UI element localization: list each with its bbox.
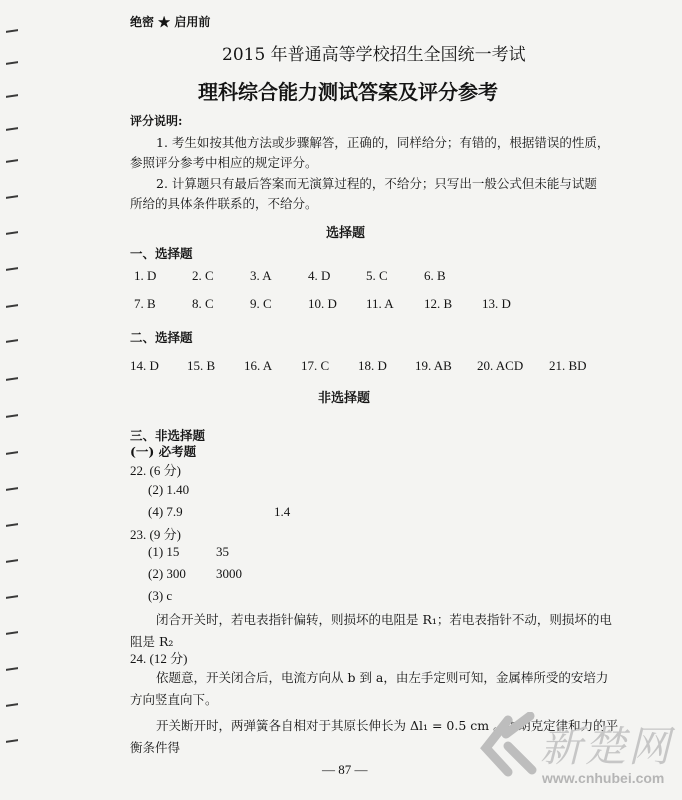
q22-answer-4: (4) 7.9 xyxy=(148,504,183,519)
document-title: 理科综合能力测试答案及评分参考 xyxy=(198,80,498,104)
q23-explanation-line-1: 闭合开关时，若电表指针偏转，则损坏的电阻是 R₁；若电表指针不动，则损坏的电 xyxy=(156,612,612,627)
answer: 12. B xyxy=(424,296,453,311)
note-1-line-1: 1. 考生如按其他方法或步骤解答，正确的，同样给分；有错的，根据错误的性质， xyxy=(156,135,610,150)
answer-row-2 xyxy=(134,296,540,312)
part-3-heading: 三、非选择题 xyxy=(130,428,206,443)
note-2-line-1: 2. 计算题只有最后答案而无演算过程的，不给分；只写出一般公式但未能与试题 xyxy=(156,176,597,191)
watermark-chars: 新楚网 xyxy=(540,722,673,771)
q24-text-line-1: 依题意，开关闭合后，电流方向从 b 到 a，由左手定则可知，金属棒所受的安培力 xyxy=(156,670,609,685)
exam-title: 2015 年普通高等学校招生全国统一考试 xyxy=(222,45,526,65)
required-questions-heading: (一) 必考题 xyxy=(130,444,197,459)
nonchoice-section-title: 非选择题 xyxy=(318,391,371,406)
answer: 8. C xyxy=(192,296,214,311)
answer: 3. A xyxy=(250,268,272,283)
answer: 18. D xyxy=(358,358,387,373)
q23-answer-3: (3) c xyxy=(148,588,173,603)
answer-row-3 xyxy=(130,358,599,374)
answer: 21. BD xyxy=(549,358,587,373)
q22-answer-2: (2) 1.40 xyxy=(148,482,190,497)
answer: 16. A xyxy=(244,358,273,373)
answer: 20. ACD xyxy=(477,358,524,373)
answer: 10. D xyxy=(308,296,337,311)
part-2-heading: 二、选择题 xyxy=(130,330,193,345)
site-watermark-logo xyxy=(478,712,674,794)
secret-label: 绝密 ★ 启用前 xyxy=(130,15,211,29)
answer: 9. C xyxy=(250,296,272,311)
watermark-url: www.cnhubei.com xyxy=(542,770,665,786)
q23-answer-2: (2) 300 xyxy=(148,566,186,581)
answer: 17. C xyxy=(301,358,330,373)
answer: 5. C xyxy=(366,268,388,283)
q22-answer-4b: 1.4 xyxy=(274,504,291,519)
page-number: — 87 — xyxy=(322,762,368,777)
question-23: 23. (9 分) xyxy=(130,527,181,542)
answer: 2. C xyxy=(192,268,214,283)
answer: 15. B xyxy=(187,358,216,373)
note-1-line-2: 参照评分参考中相应的规定评分。 xyxy=(130,155,318,170)
answer: 11. A xyxy=(366,296,394,311)
q23-answer-2b: 3000 xyxy=(216,566,242,581)
answer-row-1 xyxy=(134,268,482,284)
answer: 1. D xyxy=(134,268,157,283)
answer: 7. B xyxy=(134,296,156,311)
q24-text-line-2: 方向竖直向下。 xyxy=(130,692,218,707)
question-24: 24. (12 分) xyxy=(130,651,188,666)
choice-section-title: 选择题 xyxy=(326,226,366,241)
answer: 6. B xyxy=(424,268,446,283)
q23-answer-1b: 35 xyxy=(216,544,229,559)
answer: 14. D xyxy=(130,358,159,373)
notes-heading: 评分说明: xyxy=(130,114,183,128)
q23-explanation-line-2: 阻是 R₂ xyxy=(130,634,174,649)
answer: 19. AB xyxy=(415,358,452,373)
question-22: 22. (6 分) xyxy=(130,463,181,478)
binding-margin xyxy=(0,0,28,800)
q23-answer-1: (1) 15 xyxy=(148,544,180,559)
part-1-heading: 一、选择题 xyxy=(130,246,193,261)
answer: 4. D xyxy=(308,268,331,283)
q24-text-line-4: 衡条件得 xyxy=(130,740,181,755)
answer: 13. D xyxy=(482,296,511,311)
q24-text-line-3: 开关断开时，两弹簧各自相对于其原长伸长为 Δl₁ = 0.5 cm 。由胡克定律和力的平 xyxy=(156,718,619,733)
note-2-line-2: 所给的具体条件联系的，不给分。 xyxy=(130,196,318,211)
